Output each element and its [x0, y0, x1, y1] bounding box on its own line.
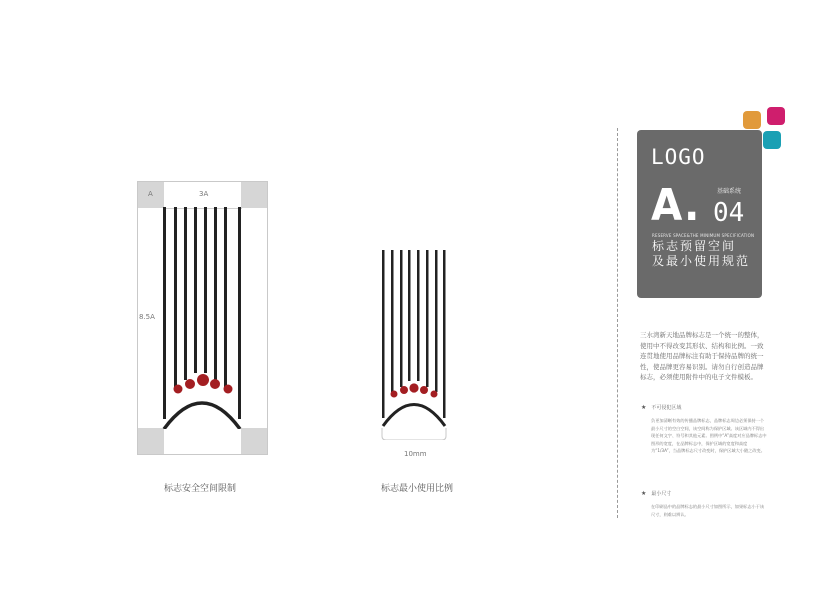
note-minimum	[641, 490, 767, 518]
clearspace-corner-bottom-left	[138, 428, 164, 454]
label-height: 8.5A	[139, 313, 155, 321]
minimum-size-label: 10mm	[404, 450, 427, 458]
intro-paragraph: 三水湾新天地品牌标志是一个统一的整体，使用中不得改变其形状、结构和比例。一致连贯地使用品牌标注有助于保持品牌的统一性，使品牌更容易识别。请勿自行创造品牌标志，必须使用附件中的电子文件模板。	[640, 331, 764, 381]
note-body: 负更加清晰有效的传播品牌标志，品牌标志周边必须保持一个最小尺寸的空白空间，该空间称为保护区域。该区域内不得出现任何文字、符号和其他元素。图例中“A”高度对应品牌标志中图形的宽度，在品牌标志中，保护区域的宽度和高度为“1/3A”，当品牌标志尺寸改变时，保护区域大小随之改变。	[651, 418, 767, 454]
magenta-color-square	[767, 107, 785, 125]
note-title: 最小尺寸	[651, 491, 672, 497]
title-card-subtitle-en: RESERVE SPACE&THE MINIMUM SPECIFICATION	[652, 233, 755, 238]
title-card-number: 04	[713, 198, 745, 228]
orange-color-square	[743, 111, 761, 129]
note-heading	[641, 490, 767, 498]
clearspace-corner-bottom-right	[241, 428, 267, 454]
note-clearspace	[641, 404, 767, 455]
brand-logo-large	[162, 207, 244, 429]
note-heading	[641, 404, 767, 412]
title-card-logo: LOGO	[651, 145, 706, 169]
title-card-title-line2: 及最小使用规范	[652, 254, 751, 268]
panel-divider	[617, 128, 618, 518]
title-card-section-label: 基础系统	[717, 188, 742, 195]
title-card-letter: A.	[651, 180, 701, 231]
brand-logo-small	[381, 250, 447, 440]
clearspace-caption: 标志安全空间限制	[164, 484, 237, 494]
title-card-title-line1: 标志预留空间	[652, 239, 737, 253]
teal-color-square	[763, 131, 781, 149]
note-title: 不可侵犯区域	[651, 405, 682, 411]
note-body: 在印刷品中的品牌标志的最小尺寸如图所示，如果标志小于该尺寸，则难以辨认。	[651, 504, 765, 517]
label-3a: 3A	[199, 190, 209, 198]
star-bullet-icon: ★	[641, 404, 647, 411]
title-card	[637, 130, 762, 298]
label-a: A	[148, 190, 153, 198]
star-bullet-icon: ★	[641, 490, 647, 497]
minimum-caption: 标志最小使用比例	[381, 484, 454, 494]
clearspace-corner-top-right	[241, 182, 267, 208]
